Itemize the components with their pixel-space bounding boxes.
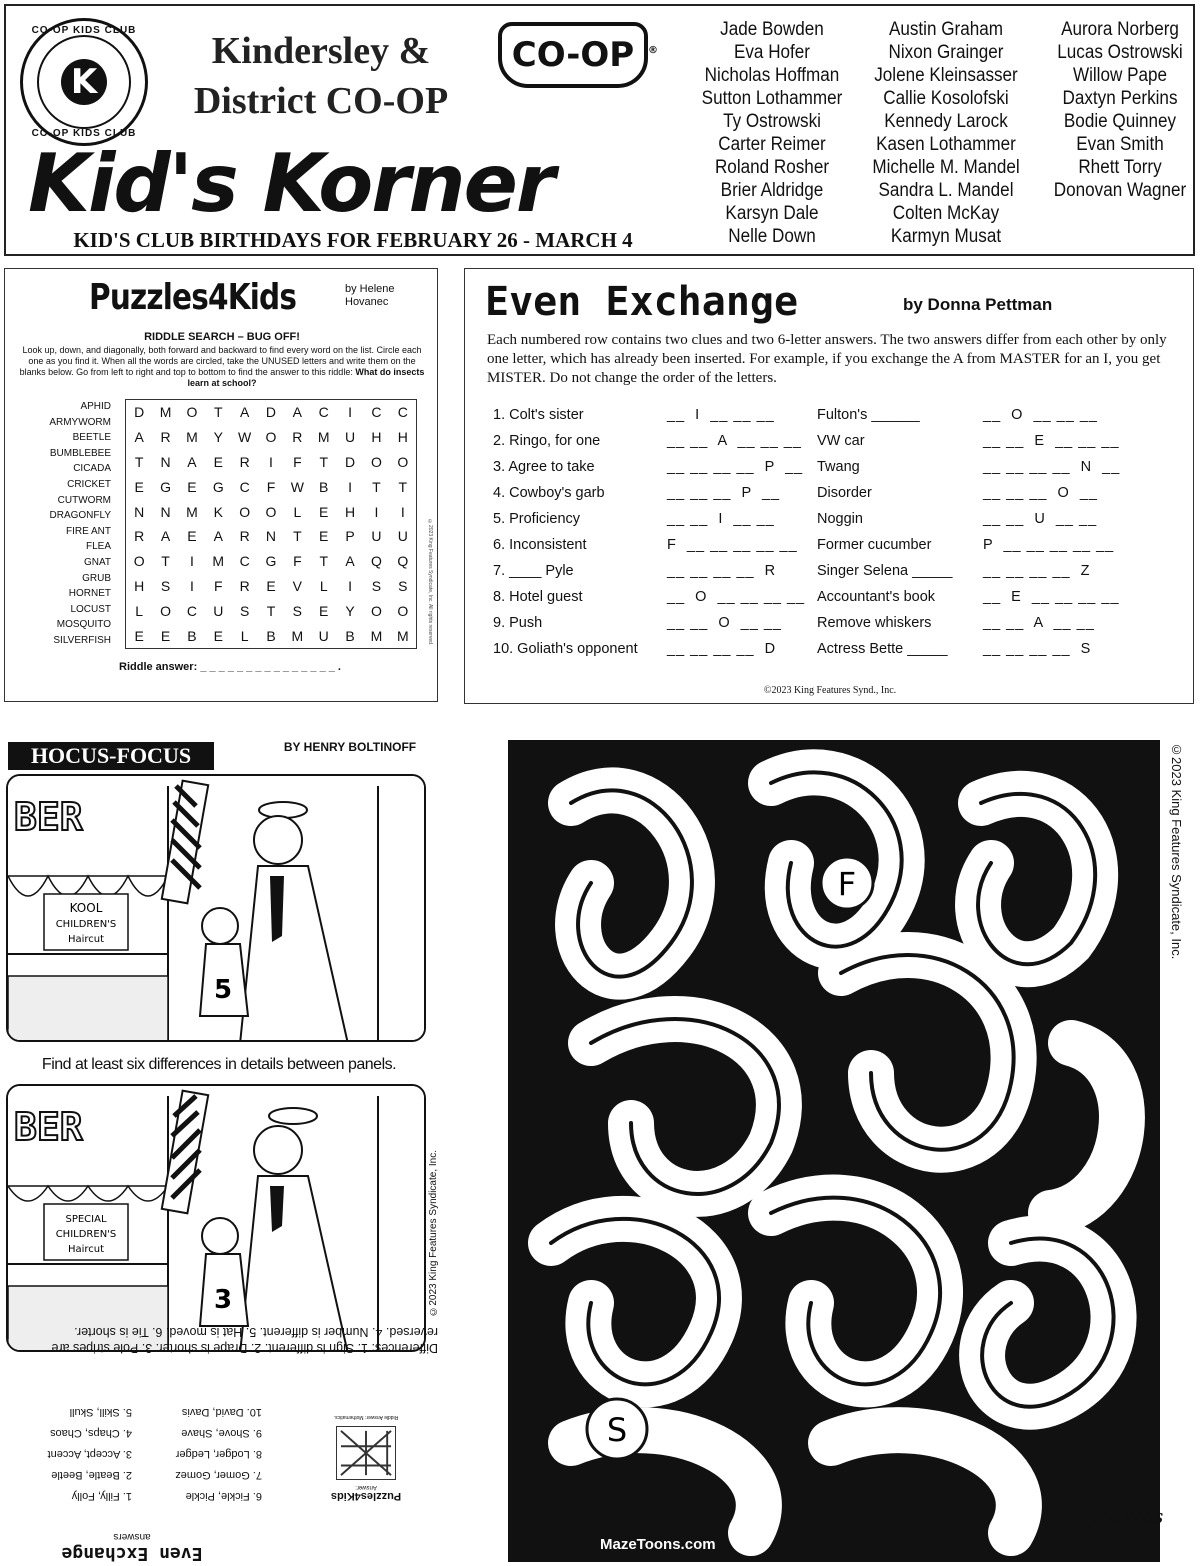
list-item: LOCUST [70,603,111,615]
grid-letter[interactable]: N [160,503,171,520]
grid-letter[interactable]: T [319,453,328,470]
list-item: GRUB [82,572,111,584]
grid-letter[interactable]: U [345,429,356,446]
answer-right[interactable]: __ __ A __ __ [983,615,1095,631]
answer-right[interactable]: __ __ E __ __ __ [983,433,1120,449]
grid-letter[interactable]: E [266,577,276,594]
clue-right: Former cucumber [817,537,932,553]
grid-letter[interactable]: H [371,429,382,446]
list-item: Kennedy Larock [884,111,1008,132]
even-exchange-row [465,537,1195,563]
list-item: 3. Accept, Accent [47,1448,132,1460]
puzzles4kids-title: Puzzles4Kids [89,277,297,318]
barbershop-illustration [8,1086,426,1352]
coop-logo-text: CO-OP [511,35,635,75]
grid-letter[interactable]: M [159,404,172,421]
grid-letter[interactable]: E [213,627,223,644]
answers-title: Even Exchange [61,1543,203,1564]
store-name [156,26,486,126]
grid-letter[interactable]: S [239,602,250,619]
grid-letter[interactable]: L [135,602,144,619]
grid-letter[interactable]: W [290,478,304,495]
answer-left[interactable]: __ __ I __ __ [667,511,775,527]
sign-line-3: Haircut [67,934,105,945]
sign-line-1: SPECIAL [65,1214,107,1225]
clue-right: Twang [817,459,860,475]
grid-letter[interactable]: T [134,453,144,470]
list-item: 4. Chaps, Chaos [50,1427,132,1439]
list-item: 9. Shove, Shave [181,1427,262,1439]
clue-left: 4. Cowboy's garb [493,485,605,501]
grid-letter[interactable]: A [292,404,303,421]
grid-letter[interactable]: U [213,602,224,619]
clue-left: 2. Ringo, for one [493,433,601,449]
riddle-answer-label: Riddle answer: [119,661,198,673]
clue-right: Remove whiskers [817,615,932,631]
grid-letter[interactable]: E [187,478,197,495]
kids-club-logo [20,18,148,146]
list-item: Karmyn Musat [890,226,1002,247]
list-item: Evan Smith [1076,134,1164,155]
grid-letter[interactable]: L [319,577,328,594]
list-item: 6. Fickle, Pickle [185,1490,262,1502]
riddle-answer-blanks[interactable]: _ _ _ _ _ _ _ _ _ _ _ _ _ _ _ . [200,661,341,673]
grid-letter[interactable]: Q [371,553,382,570]
answer-left[interactable]: __ __ __ __ D [667,641,777,657]
even-exchange-answers-header [4,1490,260,1564]
grid-letter[interactable]: Q [397,553,409,570]
grid-letter[interactable]: H [134,577,145,594]
grid-letter[interactable]: W [238,429,252,446]
page-subtitle: KID'S CLUB BIRTHDAYS FOR FEBRUARY 26 - MARCH 4 [73,228,633,252]
hocus-focus-copyright: ©2023 King Features Syndicate, Inc. [428,1150,439,1317]
grid-letter[interactable]: O [371,602,382,619]
grid-letter[interactable]: T [398,478,408,495]
list-item: FIRE ANT [65,525,111,537]
list-item: ARMYWORM [49,416,111,428]
grid-letter[interactable]: T [213,404,223,421]
even-exchange-row [465,511,1195,537]
hocus-focus-badge: HOCUS-FOCUS [8,742,214,770]
list-item: Karsyn Dale [725,203,819,224]
page-title: Kid's Korner [28,137,554,230]
list-item: SILVERFISH [53,634,111,646]
grid-letter[interactable]: N [160,453,171,470]
grid-letter[interactable]: S [160,577,171,594]
even-exchange-row [465,433,1195,459]
grid-letter[interactable]: I [400,503,405,520]
grid-letter[interactable]: I [374,503,379,520]
even-exchange-row [465,407,1195,433]
grid-letter[interactable]: R [239,453,250,470]
grid-letter[interactable]: E [187,528,197,545]
grid-letter[interactable]: F [213,577,223,594]
list-item: CUTWORM [57,494,111,506]
grid-letter[interactable]: A [160,528,171,545]
list-item: Nicholas Hoffman [704,65,840,86]
grid-letter[interactable]: M [186,503,198,520]
list-item: Colten McKay [892,203,1000,224]
clue-left: 10. Goliath's opponent [493,641,638,657]
grid-letter[interactable]: O [265,503,277,520]
grid-letter[interactable]: D [265,404,277,421]
grid-letter[interactable]: S [398,577,408,594]
sign-line-3: Haircut [67,1244,105,1255]
hocus-focus-panel-bottom[interactable] [6,1084,426,1352]
list-item: Daxtyn Perkins [1062,88,1178,109]
grid-letter[interactable]: T [161,553,170,570]
header-banner [4,4,1195,256]
list-item: Jade Bowden [720,19,824,40]
barbershop-illustration [8,776,426,1042]
grid-letter[interactable]: E [319,528,329,545]
hocus-focus-caption: Find at least six differences in details between panels. [41,1056,397,1073]
grid-letter[interactable]: K [213,503,223,520]
list-item: DRAGONFLY [49,510,111,522]
birthday-names-col-3 [1039,18,1200,202]
mini-answer-grid [336,1426,396,1480]
grid-letter[interactable]: B [319,478,329,495]
clue-left: 6. Inconsistent [493,537,587,553]
mini-riddle: Riddle Answer: Mothematics. [333,1414,399,1420]
grid-letter[interactable]: P [345,528,355,545]
clue-left: 3. Agree to take [493,459,595,475]
grid-letter[interactable]: L [240,627,249,644]
clue-right: Disorder [817,485,872,501]
list-item: Ty Ostrowski [723,111,821,132]
grid-letter[interactable]: R [134,528,145,545]
grid-letter[interactable]: L [293,503,302,520]
list-item: Rhett Torry [1078,157,1162,178]
grid-letter[interactable]: O [371,453,382,470]
answer-left[interactable]: __ __ O __ __ [667,615,782,631]
list-item: BUMBLEBEE [49,447,111,459]
even-exchange-title: Even Exchange [485,279,799,325]
grid-letter[interactable]: F [266,478,276,495]
store-name-line2: District CO-OP [193,80,449,122]
puzzles4kids-copyright: ©2023 King Features Syndicate, Inc. All rights reserved. [427,519,433,646]
grid-letter[interactable]: A [345,553,355,570]
answer-left[interactable]: __ __ __ __ R [667,563,777,579]
list-item: MOSQUITO [56,619,111,631]
mini-title: Puzzles4Kids [330,1490,402,1502]
grid-letter[interactable]: M [186,429,198,446]
grid-letter[interactable]: R [292,429,303,446]
list-item: Brier Aldridge [720,180,824,201]
clue-right: VW car [817,433,865,449]
puzzles4kids-answer-mini [330,1402,402,1502]
list-item: Donovan Wagner [1053,180,1187,201]
answer-right[interactable]: __ __ U __ __ [983,511,1098,527]
clue-left: 9. Push [493,615,543,631]
logo-ring-top: CO-OP KIDS CLUB [31,25,137,36]
answer-right[interactable]: __ __ __ __ S [983,641,1092,657]
grid-letter[interactable]: G [212,478,224,495]
grid-letter[interactable]: U [318,627,329,644]
grid-letter[interactable]: E [213,453,223,470]
maze-signature: JoeWos [1090,1504,1164,1528]
grid-letter[interactable]: D [134,404,145,421]
list-item: Roland Rosher [714,157,830,178]
birthday-names-col-2 [865,18,1027,248]
answer-left[interactable]: __ __ A __ __ __ [667,433,802,449]
grid-letter[interactable]: Y [345,602,355,619]
grid-letter[interactable]: R [239,528,250,545]
hocus-focus-byline: BY HENRY BOLTINOFF [283,740,417,754]
list-item: 2. Beatle, Beetle [51,1469,132,1481]
shop-sign: BER [14,1105,83,1149]
clue-right: Noggin [817,511,863,527]
sign-line-2: CHILDREN'S [55,919,117,930]
grid-letter[interactable]: A [134,429,144,446]
hocus-focus-panel-top[interactable] [6,774,426,1042]
even-exchange-copyright: ©2023 King Features Synd., Inc. [763,685,897,696]
grid-letter[interactable]: C [397,404,408,421]
maze-illustration [511,743,1157,1559]
riddle-answer-line[interactable] [119,661,429,673]
clue-left: 1. Colt's sister [493,407,584,423]
answer-right[interactable]: P __ __ __ __ __ [983,537,1115,553]
grid-letter[interactable]: M [317,429,330,446]
grid-letter[interactable]: R [160,429,171,446]
grid-letter[interactable]: M [396,627,409,644]
grid-letter[interactable]: V [292,577,303,594]
list-item: Carter Reimer [718,134,826,155]
clue-left: 8. Hotel guest [493,589,583,605]
puzzles4kids-panel [4,268,438,702]
list-item: CICADA [73,463,111,475]
grid-letter[interactable]: O [239,503,251,520]
answer-left[interactable]: __ O __ __ __ __ [667,589,806,605]
even-exchange-row [465,563,1195,589]
hocus-focus-answer-upside-down: Differences: 1. Sign is different. 2. Drape is shorter. 3. Pole stripes are reversed. 4. Number is different. 5. Hat is moved. 6. Tie is shorter. [51,1325,438,1355]
instructions-text: Look up, down, and diagonally, both forward and backward to find every word on the list. Circle each one as you find it. When all the words are circled, take the UNUSED letters and write them on the blanks below. Go from left to right and top to bottom to find the answer to this riddle: [19,345,422,377]
grid-letter[interactable]: I [189,577,194,594]
even-exchange-row [465,485,1195,511]
grid-letter[interactable]: C [239,478,250,495]
grid-letter[interactable]: R [239,577,250,594]
grid-letter[interactable]: T [372,478,381,495]
grid-letter[interactable]: M [370,627,383,644]
list-item: APHID [80,401,111,412]
grid-letter[interactable]: C [371,404,382,421]
grid-letter[interactable]: U [397,528,408,545]
grid-letter[interactable]: C [318,404,329,421]
answer-right[interactable]: __ __ __ O __ [983,485,1098,501]
grid-letter[interactable]: G [160,478,171,495]
clue-right: Actress Bette _____ [817,641,948,657]
list-item: 1. Filly, Folly [71,1490,132,1502]
list-item: GNAT [83,556,111,568]
even-exchange-panel [464,268,1194,704]
grid-letter[interactable]: I [189,553,194,570]
mini-answer-label: Answer: [355,1484,377,1490]
shop-sign: BER [14,795,83,839]
maze-start-letter: F [837,865,857,903]
grid-letter[interactable]: D [345,453,356,470]
list-item: HORNET [68,588,111,600]
list-item: Michelle M. Mandel [872,157,1020,178]
even-exchange-instructions: Each numbered row contains two clues and two 6-letter answers. The two answers differ from each other by only one letter, which has already been inserted. For example, if you exchange the A from MASTER for an I, you get MISTER. Do not change the order of the letters. [487,332,1167,386]
puzzles4kids-byline: by Helene Hovanec [345,283,395,308]
riddle-search-heading: RIDDLE SEARCH – BUG OFF! [144,331,300,343]
grid-letter[interactable]: C [239,553,250,570]
list-item: 7. Gomer, Gomez [175,1469,262,1481]
logo-ring-bottom: CO-OP KIDS CLUB [31,128,137,139]
maze-puzzle[interactable] [508,740,1160,1562]
grid-letter[interactable]: O [397,602,409,619]
even-exchange-byline: by Donna Pettman [903,295,1053,314]
registered-mark: ® [648,45,658,56]
list-item: BEETLE [72,432,111,444]
even-exchange-row [465,589,1195,615]
grid-letter[interactable]: H [345,503,356,520]
grid-letter[interactable]: T [293,528,302,545]
word-list [15,399,111,649]
grid-letter[interactable]: E [134,478,144,495]
grid-letter[interactable]: M [212,553,225,570]
sign-line-2: CHILDREN'S [55,1229,117,1240]
grid-letter[interactable]: I [269,453,273,470]
riddle-question: What do insects learn at school? [187,367,425,388]
grid-letter[interactable]: N [134,503,145,520]
answers-subtitle: answers [113,1531,151,1542]
list-item: Kasen Lothammer [876,134,1016,155]
list-item: Willow Pape [1072,65,1168,86]
list-item: Eva Hofer [733,42,811,63]
grid-letter[interactable]: B [187,627,197,644]
list-item: Austin Graham [888,19,1004,40]
answer-right[interactable]: __ __ __ __ Z [983,563,1091,579]
grid-letter[interactable]: E [160,627,171,644]
grid-letter[interactable]: S [371,577,382,594]
grid-letter[interactable]: F [293,553,302,570]
list-item: Bodie Quinney [1063,111,1177,132]
grid-letter[interactable]: O [186,404,198,421]
shirt-number: 3 [214,1285,233,1315]
clue-right: Fulton's ______ [817,407,920,423]
grid-letter[interactable]: U [371,528,382,545]
list-item: FLEA [85,541,111,553]
shirt-number: 5 [214,975,233,1005]
even-exchange-row [465,459,1195,485]
grid-letter[interactable]: O [397,453,409,470]
even-exchange-row [465,615,1195,641]
clue-left: 5. Proficiency [493,511,581,527]
list-item: 8. Lodger, Ledger [175,1448,262,1460]
list-item: 5. Skill, Skull [69,1406,132,1418]
grid-letter[interactable]: O [133,553,145,570]
grid-letter[interactable]: I [348,478,353,495]
maze-copyright: ©2023 King Features Syndicate, Inc. [1169,742,1184,960]
grid-letter[interactable]: I [348,577,353,594]
list-item: Sandra L. Mandel [878,180,1014,201]
grid-letter[interactable]: A [213,528,223,545]
maze-url[interactable]: MazeToons.com [600,1536,716,1553]
grid-letter[interactable]: G [265,553,277,570]
clue-right: Singer Selena _____ [817,563,953,579]
store-name-line1: Kindersley & [211,30,431,72]
grid-letter[interactable]: F [293,453,302,470]
grid-letter[interactable]: M [291,627,304,644]
grid-letter[interactable]: E [134,627,144,644]
sign-line-1: KOOL [69,901,103,915]
answer-left[interactable]: __ I __ __ __ [667,407,775,423]
word-search-grid[interactable] [125,399,417,649]
grid-letter[interactable]: E [319,602,329,619]
answer-left[interactable]: F __ __ __ __ __ [667,537,798,553]
list-item: Callie Kosolofski [883,88,1009,109]
grid-letter[interactable]: Y [213,429,223,446]
grid-letter[interactable]: B [345,627,355,644]
grid-letter[interactable]: A [187,453,197,470]
maze-end-letter: S [606,1411,628,1449]
grid-letter[interactable]: T [319,553,328,570]
grid-letter[interactable]: T [266,602,276,619]
grid-letter[interactable]: H [397,429,408,446]
answer-left[interactable]: __ __ __ __ P __ [667,459,804,475]
birthday-names-col-1 [691,18,853,248]
list-item: Nixon Grainger [888,42,1004,63]
answer-right[interactable]: __ __ __ __ N __ [983,459,1121,475]
grid-letter[interactable]: B [266,627,276,644]
list-item: Jolene Kleinsasser [874,65,1018,86]
grid-letter[interactable]: A [239,404,250,421]
answer-right[interactable]: __ O __ __ __ [983,407,1098,423]
clue-left: 7. ____ Pyle [493,563,574,579]
list-item: 10. David, Davis [181,1406,262,1418]
grid-letter[interactable]: E [319,503,329,520]
grid-letter[interactable]: O [265,429,277,446]
list-item: Nelle Down [728,226,816,247]
clue-right: Accountant's book [817,589,936,605]
riddle-search-instructions [17,345,427,389]
grid-letter[interactable]: I [348,404,353,421]
grid-letter[interactable]: O [160,602,171,619]
answer-left[interactable]: __ __ __ P __ [667,485,781,501]
list-item: Sutton Lothammer [701,88,843,109]
coop-logo [498,22,658,88]
list-item: CRICKET [67,478,111,490]
grid-letter[interactable]: N [265,528,277,545]
answer-right[interactable]: __ E __ __ __ __ [983,589,1120,605]
grid-letter[interactable]: S [292,602,303,619]
list-item: Aurora Norberg [1061,19,1179,40]
logo-letter: K [61,59,107,105]
grid-letter[interactable]: C [186,602,197,619]
list-item: Lucas Ostrowski [1057,42,1183,63]
even-exchange-row [465,641,1195,667]
